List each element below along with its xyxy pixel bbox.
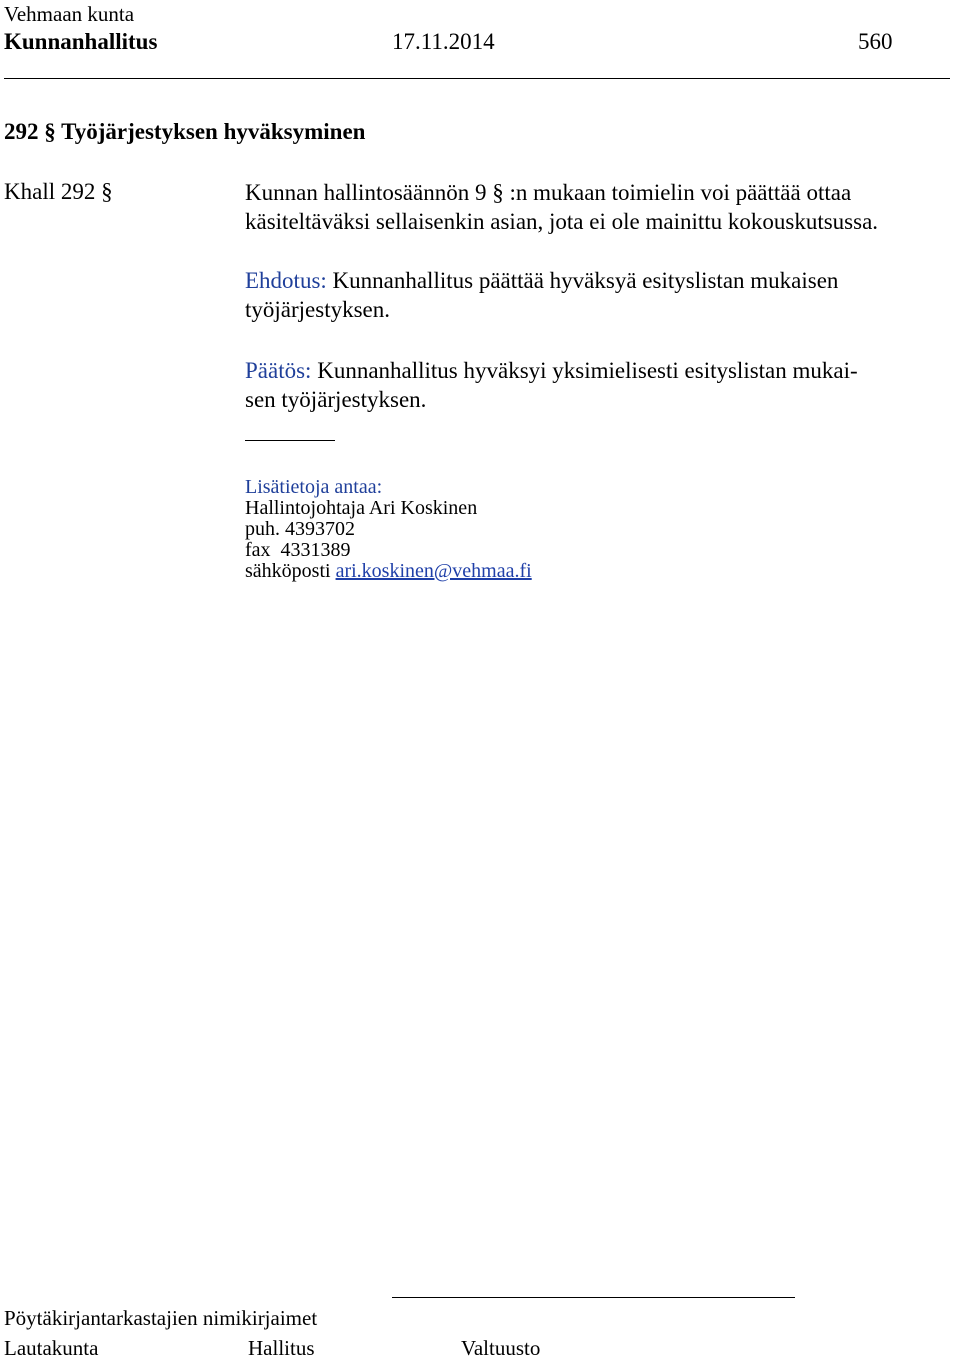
footer-lautakunta: Lautakunta (4, 1336, 99, 1360)
intro-line-2: käsiteltäväksi sellaisenkin asian, jota ei ole mainittu kokouskutsussa. (245, 209, 879, 234)
contact-name: Hallintojohtaja Ari Koskinen (245, 497, 478, 519)
item-number: 292 (4, 119, 39, 144)
header-divider (4, 78, 950, 79)
intro-paragraph (245, 178, 945, 236)
contact-email-row (245, 561, 532, 582)
page-number: 560 (858, 29, 893, 54)
body-name: Kunnanhallitus (4, 29, 158, 54)
decision-paragraph (245, 356, 945, 414)
initials-label: Pöytäkirjantarkastajien nimikirjaimet (4, 1306, 318, 1330)
proposal-label: Ehdotus: (245, 268, 327, 293)
decision-line-1: Kunnanhallitus hyväksyi yksimielisesti esityslistan mukai- (317, 358, 858, 383)
item-title (4, 118, 365, 146)
contact-phone: puh. 4393702 (245, 518, 355, 540)
reference-label: Khall 292 (4, 179, 96, 204)
intro-line-1: Kunnan hallintosäännön 9 § :n mukaan toimielin voi päättää ottaa (245, 180, 852, 205)
meeting-date: 17.11.2014 (392, 29, 495, 54)
proposal-line-1: Kunnanhallitus päättää hyväksyä esityslistan mukaisen (332, 268, 839, 293)
footer-hallitus: Hallitus (248, 1336, 315, 1360)
decision-label: Päätös: (245, 358, 312, 383)
footer-valtuusto: Valtuusto (461, 1336, 541, 1360)
municipality-name: Vehmaan kunta (4, 2, 135, 26)
reference (4, 178, 113, 206)
reference-section-sign: § (101, 179, 113, 204)
section-sign: § (44, 119, 56, 144)
proposal-line-2: työjärjestyksen. (245, 297, 390, 322)
email-label: sähköposti (245, 560, 331, 582)
short-divider (245, 440, 335, 441)
decision-line-2: sen työjärjestyksen. (245, 387, 427, 412)
contact-fax: fax 4331389 (245, 539, 351, 561)
item-title-text: Työjärjestyksen hyväksyminen (61, 119, 366, 144)
email-link[interactable]: ari.koskinen@vehmaa.fi (335, 560, 532, 582)
footer-divider (392, 1297, 795, 1298)
proposal-paragraph (245, 266, 945, 324)
contact-heading: Lisätietoja antaa: (245, 476, 383, 498)
